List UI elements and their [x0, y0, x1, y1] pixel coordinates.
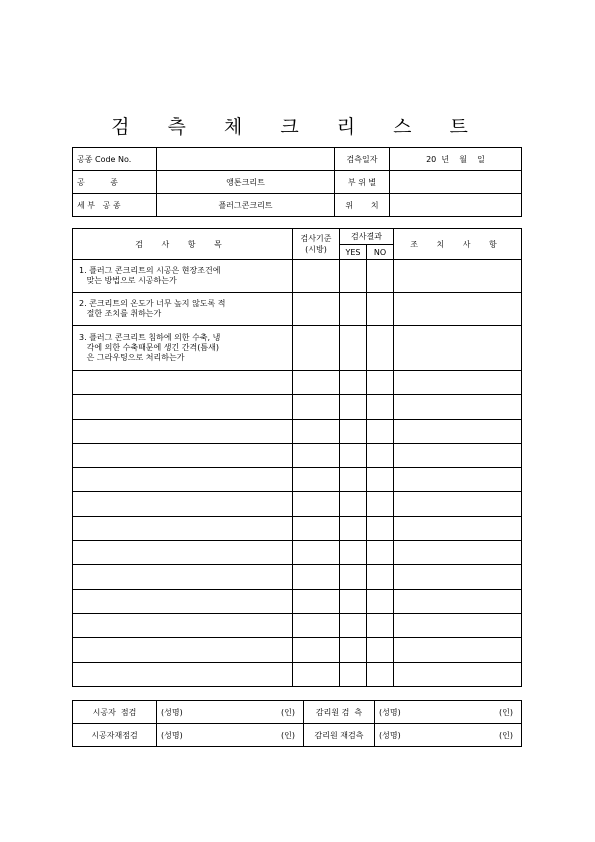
checklist-empty-no[interactable]	[367, 662, 394, 686]
checklist-empty-standard[interactable]	[293, 638, 340, 662]
checklist-empty-yes[interactable]	[340, 662, 367, 686]
work-value-field[interactable]: 앵톤크리트	[157, 171, 335, 194]
checklist-item-action[interactable]	[394, 326, 522, 371]
checklist-empty-no[interactable]	[367, 443, 394, 467]
contractor-check-seal: (인)	[281, 707, 295, 717]
sign-row-1	[73, 701, 522, 724]
part-label: 부 위 별	[335, 171, 390, 194]
checklist-empty-row	[73, 662, 522, 686]
checklist-table	[72, 228, 522, 687]
loc-value-field[interactable]	[390, 194, 522, 217]
checklist-empty-item[interactable]	[73, 371, 293, 395]
checklist-empty-action[interactable]	[394, 419, 522, 443]
code-value-field[interactable]	[157, 148, 335, 171]
contractor-recheck-label: 시공자재점검	[73, 724, 157, 747]
checklist-empty-item[interactable]	[73, 638, 293, 662]
info-row-detail	[73, 194, 522, 217]
checklist-empty-action[interactable]	[394, 541, 522, 565]
checklist-empty-yes[interactable]	[340, 468, 367, 492]
checklist-item-action[interactable]	[394, 293, 522, 326]
checklist-empty-row	[73, 468, 522, 492]
checklist-empty-no[interactable]	[367, 492, 394, 516]
checklist-item-standard[interactable]	[293, 326, 340, 371]
checklist-empty-row	[73, 443, 522, 467]
loc-label: 위 치	[335, 194, 390, 217]
supervisor-reinspect-name: (성명)	[379, 730, 401, 740]
supervisor-reinspect-signature[interactable]	[375, 724, 522, 747]
page-title: 검 측 체 크 리 스 트	[111, 116, 484, 138]
checklist-empty-action[interactable]	[394, 516, 522, 540]
col-standard-line1: 검사기준	[300, 234, 332, 243]
checklist-empty-yes[interactable]	[340, 516, 367, 540]
checklist-empty-item[interactable]	[73, 541, 293, 565]
checklist-item-text: 2. 콘크리트의 온도가 너무 높지 않도록 적 절한 조치를 취하는가	[73, 293, 293, 326]
supervisor-inspect-seal: (인)	[499, 707, 513, 717]
checklist-empty-standard[interactable]	[293, 589, 340, 613]
checklist-empty-yes[interactable]	[340, 613, 367, 637]
checklist-empty-no[interactable]	[367, 371, 394, 395]
checklist-empty-action[interactable]	[394, 395, 522, 419]
detail-value-field[interactable]: 플러그콘크리트	[157, 194, 335, 217]
checklist-empty-action[interactable]	[394, 565, 522, 589]
checklist-empty-row	[73, 565, 522, 589]
checklist-empty-standard[interactable]	[293, 443, 340, 467]
supervisor-inspect-signature[interactable]	[375, 701, 522, 724]
checklist-empty-row	[73, 638, 522, 662]
checklist-empty-standard[interactable]	[293, 541, 340, 565]
contractor-recheck-seal: (인)	[281, 730, 295, 740]
checklist-item-no[interactable]	[367, 260, 394, 293]
checklist-empty-item[interactable]	[73, 589, 293, 613]
contractor-recheck-name: (성명)	[161, 730, 183, 740]
col-action-header: 조 치 사 항	[394, 229, 522, 260]
checklist-empty-action[interactable]	[394, 662, 522, 686]
work-label: 공 종	[73, 171, 157, 194]
supervisor-inspect-name: (성명)	[379, 707, 401, 717]
checklist-empty-yes[interactable]	[340, 638, 367, 662]
checklist-empty-action[interactable]	[394, 371, 522, 395]
checklist-empty-item[interactable]	[73, 468, 293, 492]
info-row-work	[73, 171, 522, 194]
checklist-empty-no[interactable]	[367, 638, 394, 662]
checklist-empty-action[interactable]	[394, 613, 522, 637]
checklist-item-standard[interactable]	[293, 293, 340, 326]
checklist-item-action[interactable]	[394, 260, 522, 293]
supervisor-reinspect-label: 감리원 재검측	[304, 724, 375, 747]
col-item-header: 검 사 항 목	[73, 229, 293, 260]
checklist-empty-item[interactable]	[73, 613, 293, 637]
checklist-empty-row	[73, 589, 522, 613]
checklist-item-yes[interactable]	[340, 260, 367, 293]
checklist-empty-item[interactable]	[73, 443, 293, 467]
checklist-empty-standard[interactable]	[293, 565, 340, 589]
checklist-empty-standard[interactable]	[293, 468, 340, 492]
checklist-empty-action[interactable]	[394, 443, 522, 467]
checklist-empty-row	[73, 541, 522, 565]
part-value-field[interactable]	[390, 171, 522, 194]
contractor-check-signature[interactable]	[157, 701, 304, 724]
checklist-empty-standard[interactable]	[293, 516, 340, 540]
checklist-empty-yes[interactable]	[340, 395, 367, 419]
info-row-code	[73, 148, 522, 171]
checklist-empty-row	[73, 419, 522, 443]
checklist-empty-standard[interactable]	[293, 662, 340, 686]
checklist-empty-standard[interactable]	[293, 419, 340, 443]
checklist-item-standard[interactable]	[293, 260, 340, 293]
date-value-field[interactable]: 20 년 월 일	[390, 148, 522, 171]
sign-table	[72, 700, 522, 747]
checklist-item-no[interactable]	[367, 326, 394, 371]
col-standard-line2: (시방)	[305, 245, 327, 254]
checklist-empty-action[interactable]	[394, 468, 522, 492]
checklist-empty-standard[interactable]	[293, 395, 340, 419]
checklist-empty-yes[interactable]	[340, 371, 367, 395]
checklist-empty-yes[interactable]	[340, 565, 367, 589]
contractor-check-name: (성명)	[161, 707, 183, 717]
sign-row-2	[73, 724, 522, 747]
checklist-empty-action[interactable]	[394, 638, 522, 662]
info-table	[72, 147, 522, 217]
checklist-empty-yes[interactable]	[340, 443, 367, 467]
col-result-header: 검사결과	[340, 229, 394, 245]
supervisor-inspect-label: 감리원 검 측	[304, 701, 375, 724]
checklist-item-text: 3. 플러그 콘크리트 침하에 의한 수축, 냉 각에 의한 수축때문에 생긴 간격(틈새) 은 그라우팅으로 처리하는가	[73, 326, 293, 371]
contractor-check-label: 시공자 점검	[73, 701, 157, 724]
checklist-empty-yes[interactable]	[340, 492, 367, 516]
checklist-item-row	[73, 293, 522, 326]
detail-label: 세 부 공 종	[73, 194, 157, 217]
checklist-empty-item[interactable]	[73, 395, 293, 419]
checklist-item-yes[interactable]	[340, 326, 367, 371]
code-label: 공종 Code No.	[73, 148, 157, 171]
checklist-empty-no[interactable]	[367, 565, 394, 589]
checklist-empty-action[interactable]	[394, 589, 522, 613]
checklist-header-row	[73, 229, 522, 245]
checklist-empty-standard[interactable]	[293, 371, 340, 395]
checklist-empty-no[interactable]	[367, 395, 394, 419]
date-label: 검측일자	[335, 148, 390, 171]
checklist-empty-no[interactable]	[367, 613, 394, 637]
checklist-empty-item[interactable]	[73, 516, 293, 540]
checklist-item-no[interactable]	[367, 293, 394, 326]
checklist-empty-yes[interactable]	[340, 419, 367, 443]
checklist-empty-row	[73, 516, 522, 540]
checklist-item-row	[73, 326, 522, 371]
checklist-empty-standard[interactable]	[293, 492, 340, 516]
checklist-empty-yes[interactable]	[340, 541, 367, 565]
checklist-empty-item[interactable]	[73, 565, 293, 589]
checklist-empty-item[interactable]	[73, 662, 293, 686]
checklist-empty-item[interactable]	[73, 492, 293, 516]
contractor-recheck-signature[interactable]	[157, 724, 304, 747]
checklist-empty-standard[interactable]	[293, 613, 340, 637]
col-yes-header: YES	[340, 245, 367, 260]
checklist-item-row	[73, 260, 522, 293]
checklist-empty-no[interactable]	[367, 468, 394, 492]
checklist-empty-action[interactable]	[394, 492, 522, 516]
checklist-empty-item[interactable]	[73, 419, 293, 443]
checklist-item-text: 1. 플러그 콘크리트의 시공은 현장조건에 맞는 방법으로 시공하는가	[73, 260, 293, 293]
checklist-empty-no[interactable]	[367, 516, 394, 540]
checklist-empty-row	[73, 613, 522, 637]
checklist-empty-no[interactable]	[367, 589, 394, 613]
checklist-empty-no[interactable]	[367, 541, 394, 565]
checklist-empty-no[interactable]	[367, 419, 394, 443]
supervisor-reinspect-seal: (인)	[499, 730, 513, 740]
checklist-empty-row	[73, 492, 522, 516]
col-no-header: NO	[367, 245, 394, 260]
col-standard-header	[293, 229, 340, 260]
checklist-item-yes[interactable]	[340, 293, 367, 326]
checklist-empty-row	[73, 371, 522, 395]
checklist-empty-row	[73, 395, 522, 419]
checklist-empty-yes[interactable]	[340, 589, 367, 613]
